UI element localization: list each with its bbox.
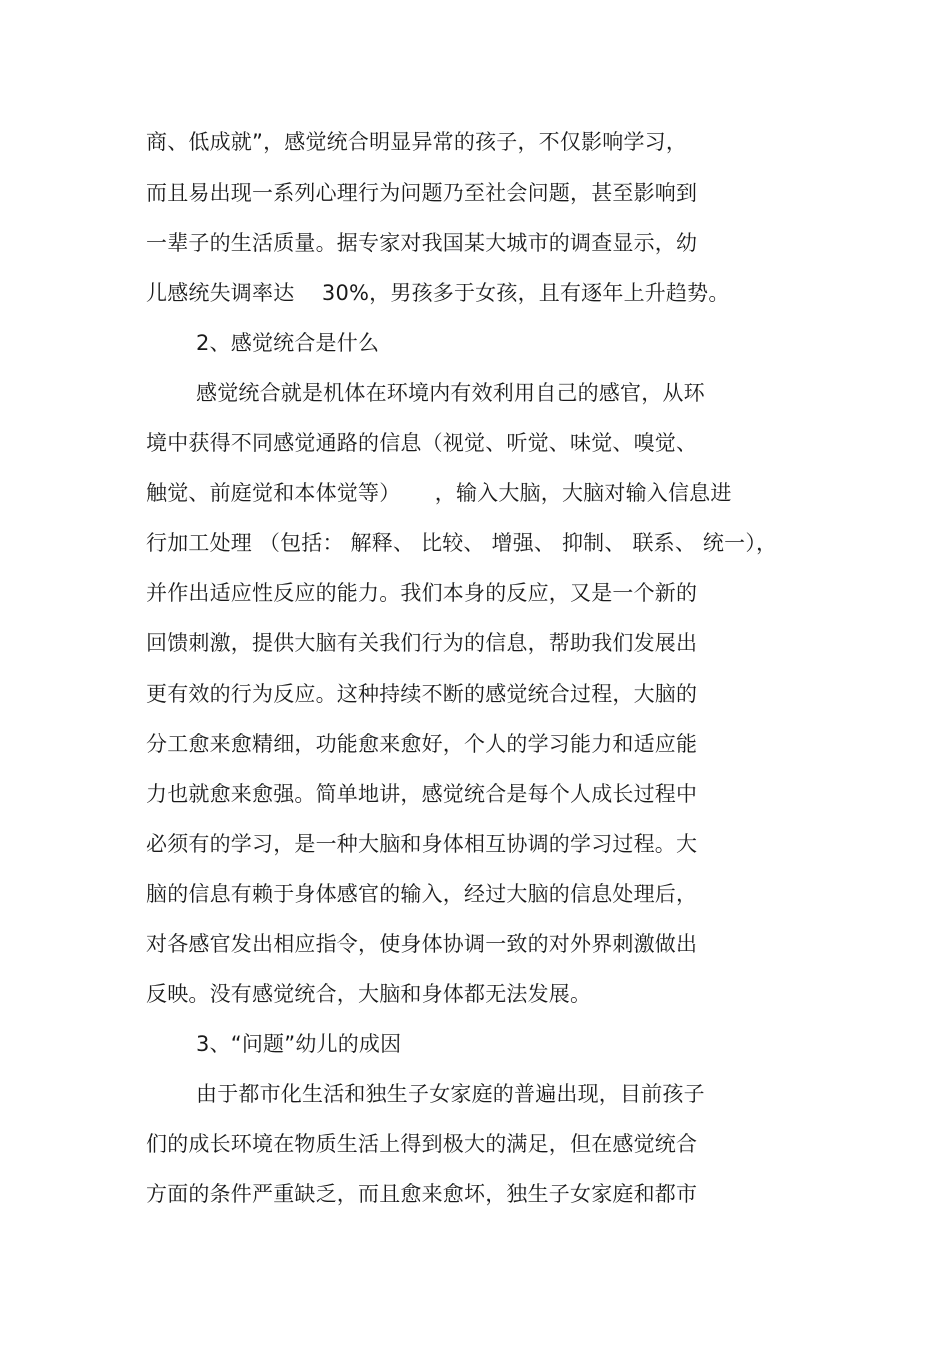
text-line-16: 脑的信息有赖于身体感官的输入，经过大脑的信息处理后， bbox=[146, 882, 698, 906]
text-line-20: 由于都市化生活和独生子女家庭的普遍出现，目前孩子 bbox=[196, 1082, 705, 1106]
text-line-6: 感觉统合就是机体在环境内有效利用自己的感官，从环 bbox=[196, 381, 705, 405]
text-line-3: 一辈子的生活质量。据专家对我国某大城市的调查显示，幼 bbox=[146, 231, 698, 255]
text-line-12: 更有效的行为反应。这种持续不断的感觉统合过程，大脑的 bbox=[146, 682, 698, 706]
text-line-22: 方面的条件严重缺乏，而且愈来愈坏，独生子女家庭和都市 bbox=[146, 1182, 698, 1206]
text-line-4: 儿感统失调率达 30%，男孩多于女孩，且有逐年上升趋势。 bbox=[146, 281, 730, 305]
text-line-14: 力也就愈来愈强。简单地讲，感觉统合是每个人成长过程中 bbox=[146, 782, 698, 806]
text-line-15: 必须有的学习，是一种大脑和身体相互协调的学习过程。大 bbox=[146, 832, 698, 856]
text-line-10: 并作出适应性反应的能力。我们本身的反应，又是一个新的 bbox=[146, 581, 698, 605]
text-line-17: 对各感官发出相应指令，使身体协调一致的对外界刺激做出 bbox=[146, 932, 698, 956]
text-line-8: 触觉、前庭觉和本体觉等） ，输入大脑，大脑对输入信息进 bbox=[146, 481, 732, 505]
text-line-21: 们的成长环境在物质生活上得到极大的满足，但在感觉统合 bbox=[146, 1132, 698, 1156]
section-heading-3: 3、“问题”幼儿的成因 bbox=[196, 1032, 402, 1056]
text-line-1: 商、低成就”，感觉统合明显异常的孩子，不仅影响学习， bbox=[146, 130, 688, 154]
text-line-13: 分工愈来愈精细，功能愈来愈好，个人的学习能力和适应能 bbox=[146, 732, 698, 756]
section-heading-2: 2、感觉统合是什么 bbox=[196, 331, 380, 355]
text-line-9: 行加工处理 （包括： 解释、 比较、 增强、 抑制、 联系、 统一）， bbox=[146, 531, 778, 555]
text-line-2: 而且易出现一系列心理行为问题乃至社会问题，甚至影响到 bbox=[146, 181, 698, 205]
text-line-11: 回馈刺激，提供大脑有关我们行为的信息，帮助我们发展出 bbox=[146, 631, 698, 655]
text-line-7: 境中获得不同感觉通路的信息（视觉、听觉、味觉、嗅觉、 bbox=[146, 431, 698, 455]
text-line-18: 反映。没有感觉统合，大脑和身体都无法发展。 bbox=[146, 982, 592, 1006]
